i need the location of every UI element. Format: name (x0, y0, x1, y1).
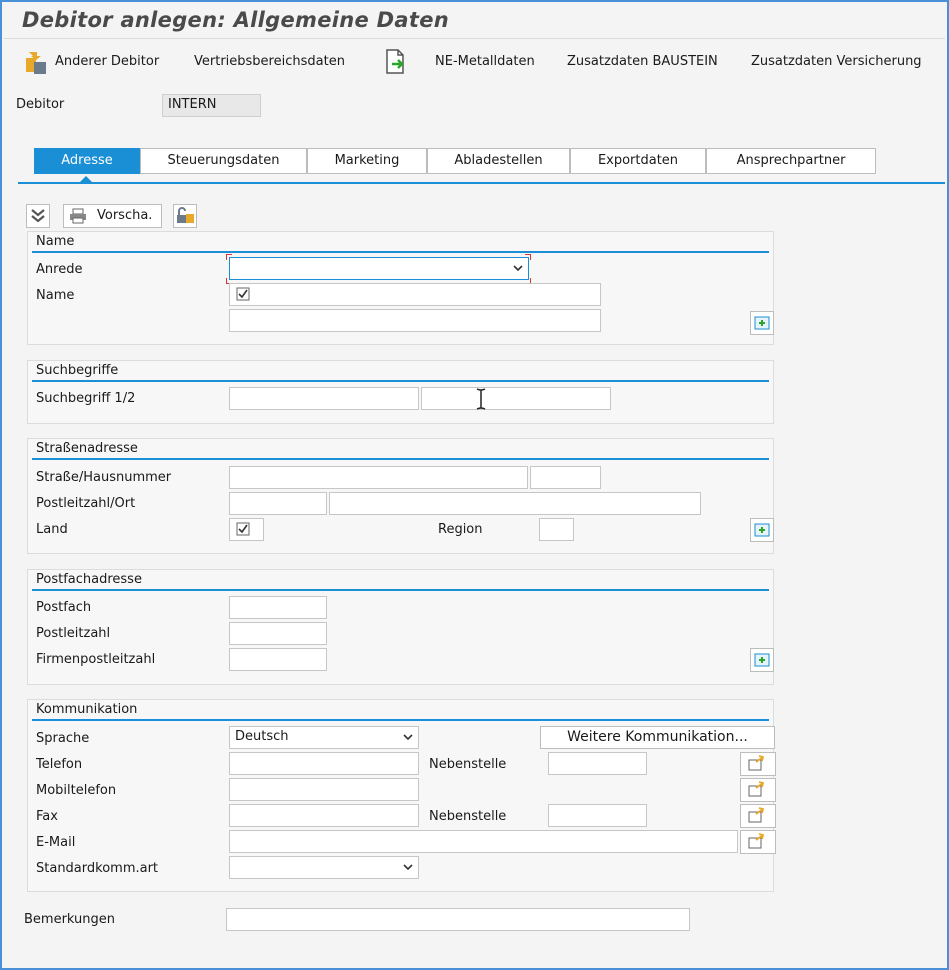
fax-more-button[interactable] (740, 804, 776, 828)
tab-underline (18, 182, 945, 184)
name-more-button[interactable] (750, 311, 774, 335)
vertriebsbereichsdaten-button[interactable]: Vertriebsbereichsdaten (194, 54, 345, 69)
application-toolbar (4, 42, 945, 84)
preview-label: Vorscha. (97, 208, 153, 223)
preview-button[interactable] (63, 204, 162, 228)
land-label: Land (36, 522, 68, 537)
fax-nebenstelle-field[interactable] (548, 804, 647, 827)
sprache-label: Sprache (36, 731, 90, 746)
tab-adresse[interactable]: Adresse (34, 148, 140, 174)
email-field[interactable] (229, 830, 738, 853)
section-komm-divider (32, 719, 769, 721)
name-field[interactable] (229, 283, 601, 306)
zusatzdaten-versicherung-button[interactable]: Zusatzdaten Versicherung (751, 54, 922, 69)
postfach-label: Postfach (36, 600, 92, 615)
section-postfachadresse (27, 569, 774, 685)
chevron-down-icon (512, 262, 524, 278)
postleitzahl-field[interactable] (229, 492, 327, 515)
title-divider (4, 38, 945, 39)
fax-nebenstelle-label: Nebenstelle (429, 809, 507, 824)
fax-field[interactable] (229, 804, 419, 827)
strasse-label: Straße/Hausnummer (36, 470, 172, 485)
document-arrow-icon[interactable] (384, 49, 408, 79)
suchbegriff2-field[interactable] (421, 387, 611, 410)
postfach-field[interactable] (229, 596, 327, 619)
standardkommart-select[interactable] (229, 856, 419, 879)
sprache-select[interactable] (229, 726, 419, 749)
double-chevron-down-icon (27, 205, 49, 227)
telefon-more-button[interactable] (740, 752, 776, 776)
plz-ort-label: Postleitzahl/Ort (36, 496, 136, 511)
section-postfach-divider (32, 589, 769, 591)
open-folder-icon (741, 779, 775, 801)
tab-exportdaten[interactable]: Exportdaten (570, 148, 706, 174)
bemerkungen-label: Bemerkungen (24, 912, 116, 927)
email-label: E-Mail (36, 835, 76, 850)
strasse-field[interactable] (229, 466, 528, 489)
debitor-label: Debitor (16, 97, 65, 112)
mobiltelefon-label: Mobiltelefon (36, 783, 117, 798)
open-folder-icon (741, 805, 775, 827)
section-name-divider (32, 251, 769, 253)
section-suchbegriffe (27, 360, 774, 424)
suchbegriff-label: Suchbegriff 1/2 (36, 391, 136, 406)
required-check-icon (236, 287, 250, 305)
expand-icon (751, 312, 773, 334)
other-customer-icon[interactable] (24, 50, 50, 78)
open-folder-icon (741, 831, 775, 853)
address-more-button[interactable] (750, 518, 774, 542)
section-such-title: Suchbegriffe (36, 363, 119, 378)
tab-ansprechpartner[interactable]: Ansprechpartner (706, 148, 876, 174)
section-strassenadresse (27, 438, 774, 554)
section-name (27, 231, 774, 345)
printer-icon (69, 208, 87, 228)
standardkommart-label: Standardkomm.art (36, 861, 159, 876)
postfach-plz-label: Postleitzahl (36, 626, 111, 641)
chevron-down-icon (402, 861, 414, 877)
tab-steuerungsdaten[interactable]: Steuerungsdaten (140, 148, 307, 174)
telefon-field[interactable] (229, 752, 419, 775)
expand-icon (751, 649, 773, 671)
hausnummer-field[interactable] (530, 466, 601, 489)
ne-metalldaten-button[interactable]: NE-Metalldaten (435, 54, 535, 69)
focus-corner (525, 254, 531, 260)
telefon-nebenstelle-label: Nebenstelle (429, 757, 507, 772)
anrede-select[interactable] (229, 257, 529, 280)
ort-field[interactable] (329, 492, 701, 515)
firmen-plz-field[interactable] (229, 648, 327, 671)
tab-abladestellen[interactable]: Abladestellen (427, 148, 570, 174)
telefon-nebenstelle-field[interactable] (548, 752, 647, 775)
lock-edit-icon (174, 205, 196, 227)
collapse-button[interactable] (26, 204, 50, 228)
section-such-divider (32, 380, 769, 382)
mobil-more-button[interactable] (740, 778, 776, 802)
anderer-debitor-button[interactable]: Anderer Debitor (55, 54, 160, 69)
section-name-title: Name (36, 234, 75, 249)
postfach-plz-field[interactable] (229, 622, 327, 645)
section-strasse-divider (32, 458, 769, 460)
section-postfach-title: Postfachadresse (36, 572, 142, 587)
name-label: Name (36, 288, 75, 303)
email-more-button[interactable] (740, 830, 776, 854)
section-kommunikation (27, 699, 774, 892)
section-komm-title: Kommunikation (36, 702, 138, 717)
firmen-plz-label: Firmenpostleitzahl (36, 652, 156, 667)
suchbegriff1-field[interactable] (229, 387, 419, 410)
debitor-field: INTERN (162, 94, 261, 117)
open-folder-icon (741, 753, 775, 775)
text-cursor-icon (475, 387, 487, 415)
mobiltelefon-field[interactable] (229, 778, 419, 801)
sprache-value: Deutsch (235, 729, 289, 744)
bemerkungen-field[interactable] (226, 908, 690, 931)
expand-icon (751, 519, 773, 541)
region-label: Region (438, 522, 483, 537)
weitere-kommunikation-button[interactable]: Weitere Kommunikation... (540, 726, 775, 749)
tab-marketing[interactable]: Marketing (307, 148, 427, 174)
required-check-icon (236, 522, 250, 540)
section-strasse-title: Straßenadresse (36, 441, 138, 456)
region-field[interactable] (539, 518, 574, 541)
window-title: Debitor anlegen: Allgemeine Daten (22, 8, 450, 32)
postfach-more-button[interactable] (750, 648, 774, 672)
lock-button[interactable] (173, 204, 197, 228)
fax-label: Fax (36, 809, 58, 824)
name2-field[interactable] (229, 309, 601, 332)
anrede-label: Anrede (36, 262, 83, 277)
zusatzdaten-baustein-button[interactable]: Zusatzdaten BAUSTEIN (567, 54, 718, 69)
focus-corner (226, 254, 232, 260)
land-field[interactable] (229, 518, 264, 541)
telefon-label: Telefon (36, 757, 83, 772)
chevron-down-icon (402, 731, 414, 747)
